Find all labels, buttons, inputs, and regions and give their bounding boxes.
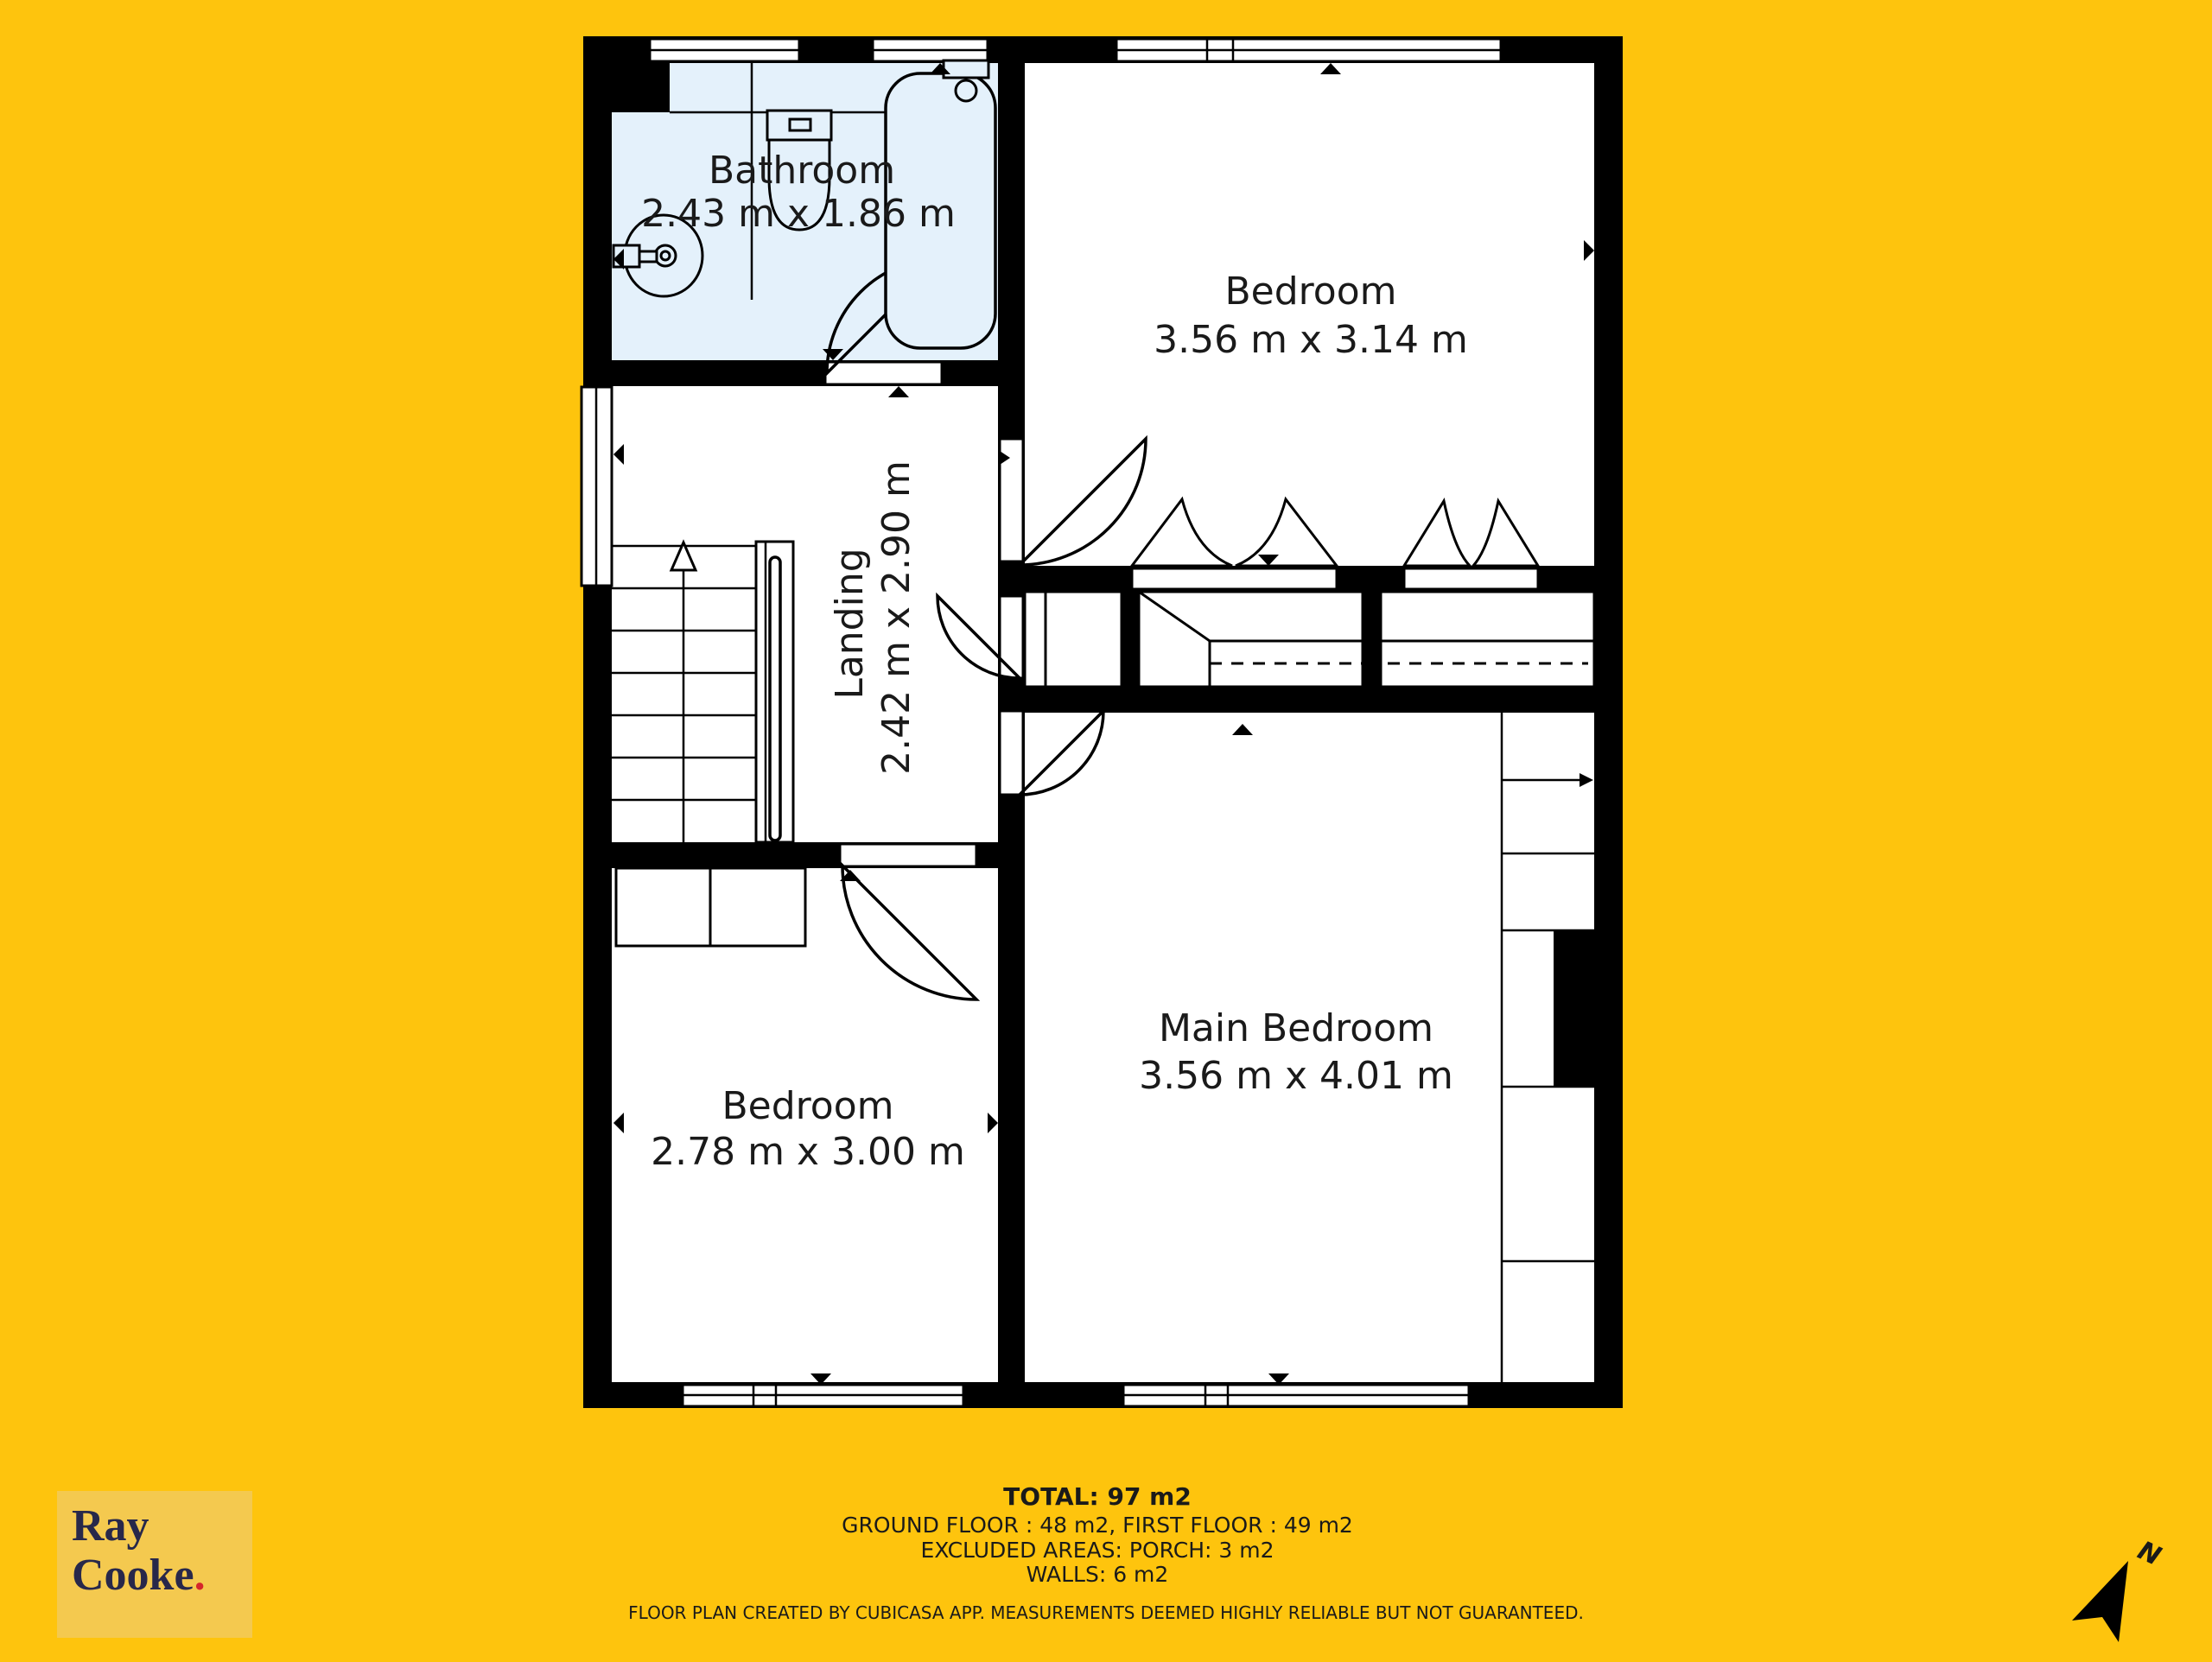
- wall-wardrobe-divider: [1363, 566, 1381, 713]
- label-main-bedroom-dims: 3.56 m x 4.01 m: [1139, 1054, 1453, 1098]
- label-bedroom-top-dims: 3.56 m x 3.14 m: [1154, 318, 1468, 362]
- north-label: N: [2133, 1535, 2166, 1572]
- label-bathroom-name: Bathroom: [708, 149, 896, 193]
- label-main-bedroom-name: Main Bedroom: [1158, 1006, 1434, 1050]
- door-gap-bifold-left: [1132, 568, 1337, 589]
- stair-railing: [756, 542, 793, 842]
- footer-disclaimer: FLOOR PLAN CREATED BY CUBICASA APP. MEASUREMENTS DEEMED HIGHLY RELIABLE BUT NOT GUARANTEED.: [628, 1602, 1584, 1623]
- wall-chimney-mass: [1554, 930, 1594, 1087]
- label-bedroom-top-name: Bedroom: [1224, 270, 1397, 314]
- bathtub-shower-head: [956, 80, 976, 101]
- wall-left: [583, 36, 612, 1408]
- label-landing-dims: 2.42 m x 2.90 m: [874, 460, 918, 775]
- door-gap-cupboard: [1000, 596, 1023, 678]
- wall-bathroom-bottom: [583, 360, 1025, 386]
- label-bathroom-dims: 2.43 m x 1.86 m: [641, 192, 956, 236]
- label-bedroom-bottom-name: Bedroom: [721, 1084, 894, 1128]
- footer-walls: WALLS: 6 m2: [1026, 1562, 1169, 1587]
- svg-text:Cooke.: [72, 1551, 206, 1600]
- bedroom-bottom-closet: [616, 868, 805, 946]
- footer-excluded: EXCLUDED AREAS: PORCH: 3 m2: [920, 1538, 1274, 1563]
- cupboard: [1025, 592, 1122, 687]
- handrail: [770, 557, 780, 841]
- wardrobe-right: [1381, 592, 1594, 687]
- bathtub-faucet: [944, 60, 988, 78]
- door-gap-bathroom: [825, 362, 942, 384]
- footer-floors: GROUND FLOOR : 48 m2, FIRST FLOOR : 49 m2: [842, 1513, 1353, 1538]
- wardrobe-left: [1139, 592, 1363, 687]
- door-gap-bifold-right: [1404, 568, 1538, 589]
- door-gap-main-bedroom: [1000, 711, 1023, 795]
- toilet-button: [790, 119, 810, 130]
- north-arrow-icon: [2072, 1536, 2165, 1642]
- label-bedroom-bottom-dims: 2.78 m x 3.00 m: [651, 1130, 965, 1174]
- wall-closet-row-bottom: [998, 687, 1594, 713]
- logo-line2: Cooke: [72, 1551, 194, 1600]
- label-landing-name: Landing: [828, 548, 872, 700]
- footer-total: TOTAL: 97 m2: [1003, 1482, 1192, 1511]
- logo: [57, 1491, 252, 1638]
- logo-line1: Ray: [72, 1501, 149, 1551]
- logo-dot: .: [194, 1551, 206, 1600]
- wall-right: [1594, 36, 1623, 1408]
- door-gap-bedroom-bottom: [840, 844, 976, 866]
